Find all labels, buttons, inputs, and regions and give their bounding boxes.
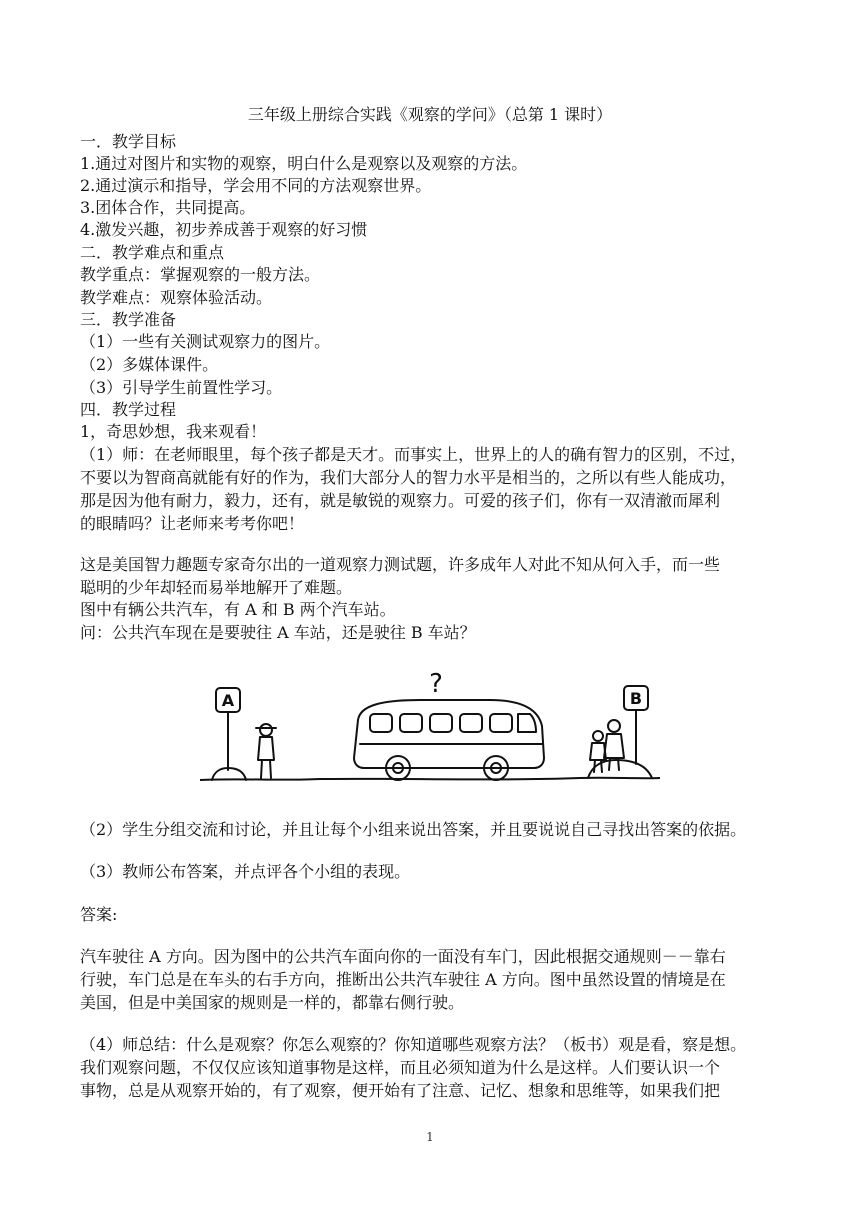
person-figure [593,731,603,741]
paragraph-line: （1）师：在老师眼里，每个孩子都是天才。而事实上，世界上的人的确有智力的区别，不过， [80,445,747,464]
paragraph-line: 那是因为他有耐力，毅力，还有，就是敏锐的观察力。可爱的孩子们，你有一双清澈而犀利 [80,491,721,510]
process-subheading: 1，奇思妙想，我来观看！ [80,422,267,441]
objective-line: 2.通过演示和指导，学会用不同的方法观察世界。 [80,176,432,195]
stop-a-label: A [221,691,235,710]
section-heading-objectives: 一．教学目标 [80,132,177,151]
section-heading-process: 四．教学过程 [80,400,177,419]
section-heading-key-points: 二．教学难点和重点 [80,243,225,262]
answer-line: 行驶，车门总是在车头的右手方向，推断出公共汽车驶往 A 方向。图中虽然设置的情境是在 [80,970,726,989]
person-figure [608,720,620,732]
key-point-line: 教学重点：掌握观察的一般方法。 [80,265,321,284]
stop-b-label: B [629,689,643,708]
summary-line: 事物，总是从观察开始的，有了观察，便开始有了注意、记忆、想象和思维等，如果我们把 [80,1081,721,1100]
bus-body [354,700,544,768]
question-mark: ? [429,669,443,699]
preparation-line: （2）多媒体课件。 [80,355,219,374]
preparation-line: （1）一些有关测试观察力的图片。 [80,332,331,351]
objective-line: 1.通过对图片和实物的观察，明白什么是观察以及观察的方法。 [80,154,528,173]
bus-illustration [200,660,660,790]
section-heading-preparation: 三．教学准备 [80,310,177,329]
paragraph-line: 聪明的少年却轻而易举地解开了难题。 [80,578,353,597]
preparation-line: （3）引导学生前置性学习。 [80,378,283,397]
answer-heading: 答案: [80,905,118,924]
answer-line: 美国，但是中美国家的规则是一样的，都靠右侧行驶。 [80,993,465,1012]
summary-line: 我们观察问题，不仅仅应该知道事物是这样，而且必须知道为什么是这样。人们要认识一个 [80,1058,721,1077]
objective-line: 4.激发兴趣，初步养成善于观察的好习惯 [80,220,368,239]
summary-line: （4）师总结：什么是观察？你怎么观察的？你知道哪些观察方法？（板书）观是看，察是想。 [80,1035,747,1054]
paragraph-line: 图中有辆公共汽车，有 A 和 B 两个汽车站。 [80,600,396,619]
page-number: 1 [426,1130,434,1144]
objective-line: 3.团体合作，共同提高。 [80,198,256,217]
person-figure [260,724,272,736]
answer-line: 汽车驶往 A 方向。因为图中的公共汽车面向你的一面没有车门，因此根据交通规则－－靠右 [80,947,726,966]
document-title: 三年级上册综合实践《观察的学问》（总第 1 课时） [247,105,613,124]
step-line: （2）学生分组交流和讨论，并且让每个小组来说出答案，并且要说说自己寻找出答案的依据。 [80,820,747,839]
difficulty-line: 教学难点：观察体验活动。 [80,288,273,307]
paragraph-line: 的眼睛吗？让老师来考考你吧！ [80,514,305,533]
paragraph-line: 这是美国智力趣题专家奇尔出的一道观察力测试题，许多成年人对此不知从何入手，而一些 [80,555,721,574]
question-line: 问：公共汽车现在是要驶往 A 车站，还是驶往 B 车站？ [80,623,476,642]
step-line: （3）教师公布答案，并点评各个小组的表现。 [80,862,411,881]
paragraph-line: 不要以为智商高就能有好的作为，我们大部分人的智力水平是相当的，之所以有些人能成功， [80,468,737,487]
